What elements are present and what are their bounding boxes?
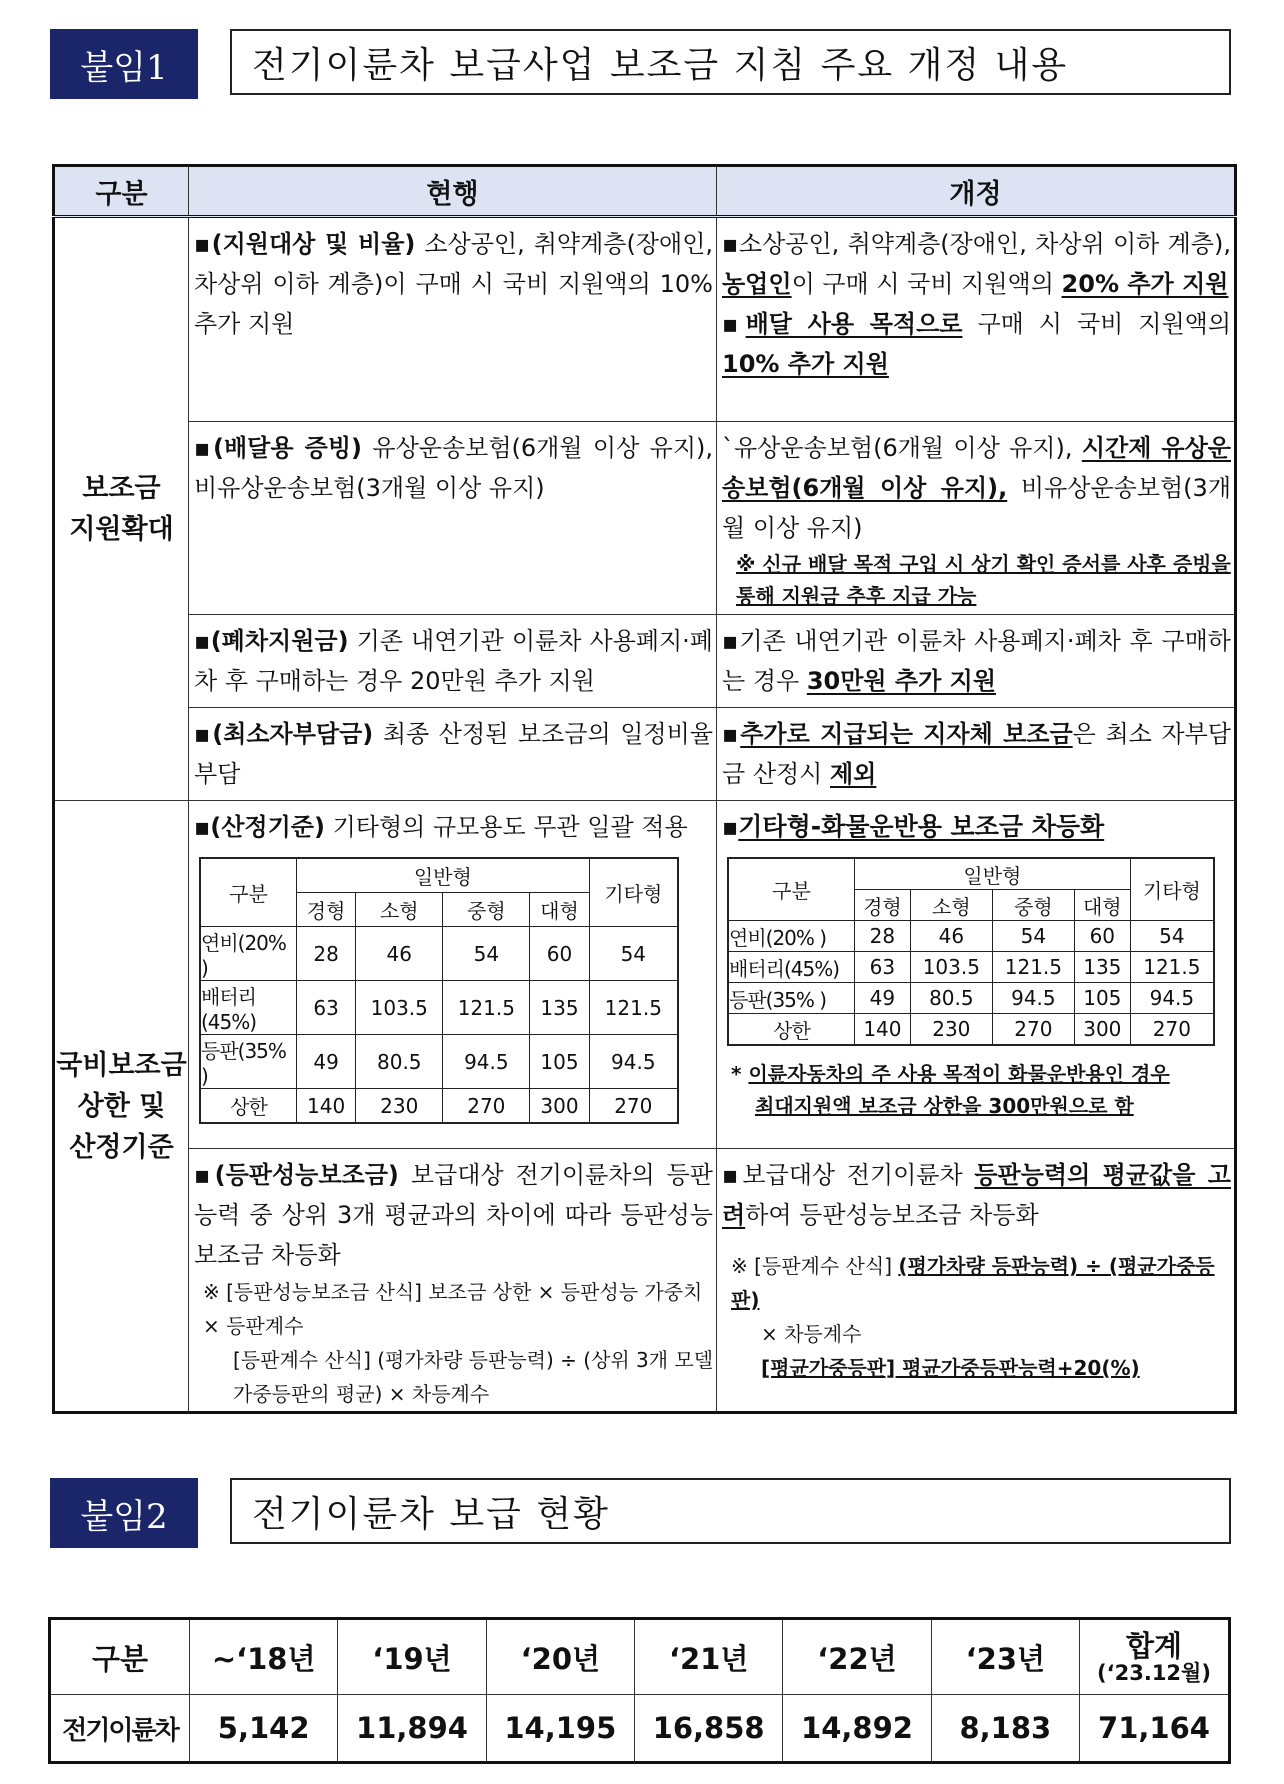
subsidy-value: 46 — [910, 921, 992, 952]
section1-title: 전기이륜차 보급사업 보조금 지침 주요 개정 내용 — [230, 29, 1231, 95]
subsidy-value: 300 — [530, 1089, 589, 1124]
subsidy-col-gubun: 구분 — [200, 858, 297, 927]
stats-header-category: 구분 — [50, 1619, 190, 1695]
subsidy-size-header: 중형 — [992, 890, 1074, 921]
current-climb-head: (등판성능보조금) — [214, 1161, 399, 1189]
stats-value: 14,195 — [486, 1695, 634, 1763]
revised-scrap-1: 기존 내연기관 이륜차 사용폐지·폐차 후 구매하는 경우 — [722, 627, 1231, 695]
subsidy-value: 121.5 — [1130, 952, 1214, 983]
subsidy-value: 94.5 — [1130, 983, 1214, 1014]
subsidy-value: 46 — [356, 927, 443, 981]
col-header-current: 현행 — [189, 166, 717, 217]
revised-climb-1: 보급대상 전기이륜차 — [742, 1161, 975, 1189]
revised-delivery-2: 시간제 유상운송보험(6개월 이상 유지), — [722, 434, 1231, 502]
subsidy-row-label: 등판(35% ) — [200, 1035, 297, 1089]
subsidy-value: 28 — [855, 921, 911, 952]
revised-cell-min-copay — [717, 708, 1236, 801]
subsidy-value: 28 — [297, 927, 356, 981]
subsidy-value: 94.5 — [992, 983, 1074, 1014]
subsidy-row-label: 배터리(45%) — [728, 952, 855, 983]
current-calc-text: 기타형의 규모용도 무관 일괄 적용 — [324, 813, 688, 841]
subsidy-value: 135 — [530, 981, 589, 1035]
subsidy-value: 105 — [530, 1035, 589, 1089]
revised-climb-2: 등판능력의 평균값을 고려 — [722, 1161, 1231, 1229]
revised-scrap-2: 30만원 추가 지원 — [806, 667, 997, 695]
subsidy-size-header: 소형 — [356, 893, 443, 927]
subsidy-value: 135 — [1074, 952, 1130, 983]
subsidy-value: 230 — [910, 1014, 992, 1046]
subsidy-col-general: 일반형 — [297, 858, 590, 893]
subsidy-value: 54 — [589, 927, 678, 981]
revised-calc-note1: 이륜자동차의 주 사용 목적이 화물운반용인 경우 — [748, 1062, 1170, 1086]
section1-badge: 붙임1 — [50, 29, 198, 99]
subsidy-col-gubun: 구분 — [728, 858, 855, 921]
current-scrap-head: (폐차지원금) — [210, 627, 349, 655]
stats-header-year: ‘21년 — [634, 1619, 782, 1695]
revised-delivery-1: 유상운송보험(6개월 이상 유지), — [734, 434, 1082, 462]
revision-table — [52, 164, 1237, 1414]
revised-delivery-note: ※ 신규 배달 목적 구입 시 상기 확인 증서를 사후 증빙을 통해 지원금 추후 지급 가능 — [736, 552, 1231, 608]
current-cell-min-copay — [189, 708, 717, 801]
current-cell-scrap-subsidy — [189, 615, 717, 708]
stats-header-year: ‘20년 — [486, 1619, 634, 1695]
subsidy-row — [728, 952, 1214, 983]
subsidy-value: 63 — [855, 952, 911, 983]
revised-calc-note-mark: * — [731, 1062, 742, 1086]
subsidy-value: 121.5 — [992, 952, 1074, 983]
subsidy-row-label: 상한 — [200, 1089, 297, 1124]
stats-header-year: ‘22년 — [783, 1619, 931, 1695]
current-cell-delivery-proof — [189, 422, 717, 615]
section2-header — [50, 1478, 1235, 1548]
revised-cell-support-target — [717, 217, 1236, 422]
current-climb-note2: [등판계수 산식] (평가차량 등판능력) ÷ (상위 3개 모델 가중등판의 평균) × 차등계수 — [233, 1348, 714, 1406]
subsidy-col-other: 기타형 — [589, 858, 678, 927]
col-header-revised: 개정 — [717, 166, 1236, 217]
current-climb-text: 보급대상 전기이륜차의 등판능력 중 상위 3개 평균과의 차이에 따라 등판성능보조금 차등화 — [194, 1161, 713, 1269]
current-support-target-text: 소상공인, 취약계층(장애인, 차상위 이하 계층)이 구매 시 국비 지원액의 10% 추가 지원 — [194, 230, 714, 338]
revised-support-b1: 배달 사용 목적으로 — [745, 310, 963, 338]
current-cell-support-target — [189, 217, 717, 422]
section2-badge: 붙임2 — [50, 1478, 198, 1548]
revised-cell-climbing-subsidy — [717, 1149, 1236, 1413]
subsidy-size-header: 경형 — [297, 893, 356, 927]
stats-header-total-label: 합계 — [1125, 1629, 1183, 1663]
category-subsidy-expansion: 보조금 지원확대 — [54, 217, 189, 801]
revised-copay-2: 은 최소 자부담금 산정시 — [722, 720, 1231, 788]
subsidy-value: 80.5 — [910, 983, 992, 1014]
subsidy-value: 270 — [1130, 1014, 1214, 1046]
subsidy-row-label: 배터리(45%) — [200, 981, 297, 1035]
current-calc-head: (산정기준) — [210, 813, 325, 841]
current-cell-calc-standard — [189, 801, 717, 1149]
stats-header-year: ~‘18년 — [190, 1619, 338, 1695]
revised-calc-head: 기타형-화물운반용 보조금 차등화 — [738, 812, 1105, 841]
subsidy-col-other: 기타형 — [1130, 858, 1214, 921]
subsidy-size-header: 대형 — [1074, 890, 1130, 921]
stats-value: 11,894 — [338, 1695, 486, 1763]
revised-support-a2: 농업인 — [722, 270, 792, 298]
subsidy-size-header: 경형 — [855, 890, 911, 921]
subsidy-row — [728, 1014, 1214, 1046]
current-climb-note1: ※ [등판성능보조금 산식] 보조금 상한 × 등판성능 가중치 × 등판계수 — [203, 1280, 703, 1338]
subsidy-value: 230 — [356, 1089, 443, 1124]
subsidy-size-header: 대형 — [530, 893, 589, 927]
subsidy-value: 54 — [992, 921, 1074, 952]
revised-copay-3: 제외 — [830, 760, 877, 788]
subsidy-value: 49 — [855, 983, 911, 1014]
stats-header-total-sub: (‘23.12월) — [1097, 1661, 1211, 1685]
subsidy-value: 121.5 — [443, 981, 530, 1035]
subsidy-value: 140 — [297, 1089, 356, 1124]
subsidy-size-header: 중형 — [443, 893, 530, 927]
current-delivery-proof-text: 유상운송보험(6개월 이상 유지), 비유상운송보험(3개월 이상 유지) — [194, 434, 714, 502]
subsidy-row-label: 연비(20% ) — [200, 927, 297, 981]
subsidy-value: 140 — [855, 1014, 911, 1046]
subsidy-value: 94.5 — [589, 1035, 678, 1089]
revised-calc-note2: 최대지원액 보조금 상한을 300만원으로 함 — [755, 1094, 1134, 1118]
subsidy-value: 105 — [1074, 983, 1130, 1014]
subsidy-value: 300 — [1074, 1014, 1130, 1046]
revised-support-a4: 20% 추가 지원 — [1061, 270, 1229, 298]
subsidy-value: 60 — [530, 927, 589, 981]
revised-climb-note1b: (평가차량 등판능력) ÷ (평균가중등판) — [731, 1254, 1215, 1312]
revised-subsidy-table — [727, 857, 1215, 1046]
subsidy-value: 94.5 — [443, 1035, 530, 1089]
subsidy-row-label: 연비(20% ) — [728, 921, 855, 952]
subsidy-value: 80.5 — [356, 1035, 443, 1089]
section2-title: 전기이륜차 보급 현황 — [230, 1478, 1231, 1544]
subsidy-row — [200, 1035, 678, 1089]
subsidy-value: 103.5 — [910, 952, 992, 983]
stats-value: 14,892 — [783, 1695, 931, 1763]
current-subsidy-table — [199, 857, 679, 1124]
subsidy-row-label: 상한 — [728, 1014, 855, 1046]
subsidy-row — [200, 981, 678, 1035]
revised-copay-1: 추가로 지급되는 지자체 보조금 — [740, 720, 1073, 748]
revised-support-a1: 소상공인, 취약계층(장애인, 차상위 이하 계층), — [738, 230, 1231, 258]
section1-header — [50, 29, 1235, 99]
current-scrap-text: 기존 내연기관 이륜차 사용폐지·폐차 후 구매하는 경우 20만원 추가 지원 — [194, 627, 713, 695]
subsidy-row-label: 등판(35% ) — [728, 983, 855, 1014]
subsidy-value: 63 — [297, 981, 356, 1035]
revised-support-b2: 구매 시 국비 지원액의 — [962, 310, 1232, 338]
col-header-category: 구분 — [54, 166, 189, 217]
stats-header-year: ‘19년 — [338, 1619, 486, 1695]
revised-cell-delivery-proof: `유상운송보험(6개월 이상 유지), 시간제 유상운송보험(6개월 이상 유지), 비유상운송보험(3개월 이상 유지) ※ 신규 배달 목적 구입 시 상기 확인 증서를 사후 증빙을 통해 지원금 추후 지급 가능 — [717, 422, 1236, 615]
revised-delivery-3: 비유상운송보험(3개월 이상 유지) — [722, 474, 1231, 542]
revised-climb-3: 하여 등판성능보조금 차등화 — [745, 1201, 1039, 1229]
stats-header-total — [1080, 1619, 1230, 1695]
stats-value: 71,164 — [1080, 1695, 1230, 1763]
subsidy-value: 270 — [589, 1089, 678, 1124]
stats-value: 8,183 — [931, 1695, 1079, 1763]
subsidy-value: 103.5 — [356, 981, 443, 1035]
category-subsidy-cap: 국비보조금 상한 및 산정기준 — [54, 801, 189, 1413]
subsidy-row — [200, 1089, 678, 1124]
current-support-target-head: (지원대상 및 비율) — [211, 230, 416, 258]
stats-value: 5,142 — [190, 1695, 338, 1763]
revised-climb-note1a: ※ [등판계수 산식] — [731, 1254, 899, 1278]
subsidy-size-header: 소형 — [910, 890, 992, 921]
subsidy-col-general: 일반형 — [855, 858, 1131, 890]
revised-cell-scrap-subsidy — [717, 615, 1236, 708]
subsidy-value: 270 — [443, 1089, 530, 1124]
subsidy-row — [728, 983, 1214, 1014]
revised-cell-calc-standard — [717, 801, 1236, 1149]
revised-support-b3: 10% 추가 지원 — [722, 350, 889, 378]
supply-stats-table — [48, 1617, 1231, 1764]
stats-row-label: 전기이륜차 — [50, 1695, 190, 1763]
current-copay-head: (최소자부담금) — [212, 720, 374, 748]
subsidy-value: 54 — [443, 927, 530, 981]
subsidy-row — [200, 927, 678, 981]
subsidy-value: 60 — [1074, 921, 1130, 952]
revised-climb-note3: [평균가중등판] 평균가중등판능력+20(%) — [761, 1356, 1140, 1380]
subsidy-value: 54 — [1130, 921, 1214, 952]
revised-climb-note2: × 차등계수 — [761, 1322, 862, 1346]
subsidy-value: 270 — [992, 1014, 1074, 1046]
current-cell-climbing-subsidy — [189, 1149, 717, 1413]
subsidy-row — [728, 921, 1214, 952]
subsidy-value: 49 — [297, 1035, 356, 1089]
stats-value: 16,858 — [634, 1695, 782, 1763]
subsidy-value: 121.5 — [589, 981, 678, 1035]
current-copay-text: 최종 산정된 보조금의 일정비율 부담 — [194, 720, 713, 788]
revised-support-a3: 이 구매 시 국비 지원액의 — [791, 270, 1062, 298]
stats-header-year: ‘23년 — [931, 1619, 1079, 1695]
current-delivery-proof-head: (배달용 증빙) — [213, 434, 363, 462]
